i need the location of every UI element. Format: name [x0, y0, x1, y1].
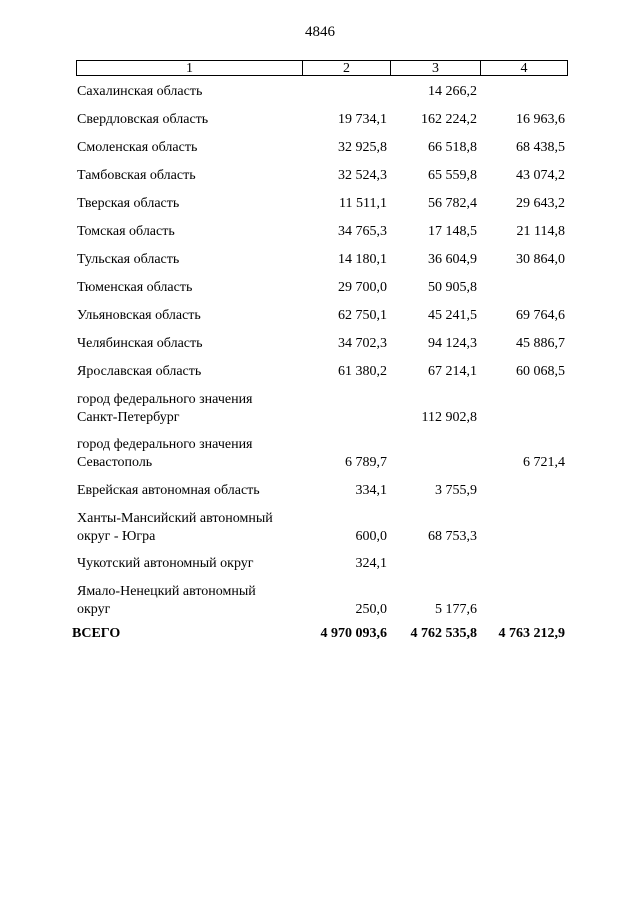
region-name: город федерального значения Санкт-Петербург: [77, 392, 253, 425]
value-col-2: 34 765,3: [338, 224, 387, 239]
value-col-4: 60 068,5: [516, 364, 565, 379]
value-col-3: 66 518,8: [428, 140, 477, 155]
value-col-4: 43 074,2: [516, 168, 565, 183]
column-header-3: 3: [391, 61, 481, 75]
total-col-4: 4 763 212,9: [498, 626, 565, 641]
value-col-3: 36 604,9: [428, 252, 477, 267]
value-col-2: 61 380,2: [338, 364, 387, 379]
value-col-3: 17 148,5: [428, 224, 477, 239]
value-col-2: 14 180,1: [338, 252, 387, 267]
value-col-4: 69 764,6: [516, 308, 565, 323]
column-header-4: 4: [520, 61, 528, 76]
value-col-4: 6 721,4: [523, 455, 565, 470]
value-col-2: 324,1: [355, 556, 387, 571]
value-col-4: 21 114,8: [516, 224, 565, 239]
value-col-3: 5 177,6: [435, 602, 477, 617]
value-col-2: 62 750,1: [338, 308, 387, 323]
region-name: Чукотский автономный округ: [77, 556, 254, 571]
region-name: Еврейская автономная область: [77, 483, 260, 498]
value-col-2: 600,0: [355, 529, 387, 544]
value-col-3: 45 241,5: [428, 308, 477, 323]
value-col-2: 6 789,7: [345, 455, 387, 470]
value-col-2: 32 524,3: [338, 168, 387, 183]
value-col-3: 50 905,8: [428, 280, 477, 295]
value-col-3: 3 755,9: [435, 483, 477, 498]
value-col-3: 67 214,1: [428, 364, 477, 379]
region-name: город федерального значения Севастополь: [77, 437, 253, 470]
region-name: Тверская область: [77, 196, 180, 211]
value-col-3: 112 902,8: [421, 410, 477, 425]
value-col-4: 16 963,6: [516, 112, 565, 127]
value-col-2: 29 700,0: [338, 280, 387, 295]
column-header-1: 1: [77, 61, 303, 75]
value-col-3: 162 224,2: [421, 112, 477, 127]
value-col-3: 94 124,3: [428, 336, 477, 351]
total-label: ВСЕГО: [72, 626, 121, 641]
value-col-4: 29 643,2: [516, 196, 565, 211]
region-name: Томская область: [77, 224, 175, 239]
region-name: Свердловская область: [77, 112, 209, 127]
page-number: 4846: [305, 24, 335, 40]
total-col-2: 4 970 093,6: [320, 626, 387, 641]
value-col-2: 250,0: [355, 602, 387, 617]
region-name: Ярославская область: [77, 364, 202, 379]
value-col-3: 14 266,2: [428, 84, 477, 99]
value-col-3: 65 559,8: [428, 168, 477, 183]
region-name: Ханты-Мансийский автономный округ - Югра: [77, 511, 273, 544]
value-col-2: 32 925,8: [338, 140, 387, 155]
value-col-4: 30 864,0: [516, 252, 565, 267]
region-name: Сахалинская область: [77, 84, 203, 99]
value-col-3: 56 782,4: [428, 196, 477, 211]
region-name: Ульяновская область: [77, 308, 201, 323]
region-name: Смоленская область: [77, 140, 198, 155]
value-col-2: 334,1: [355, 483, 387, 498]
column-header-2: 2: [303, 61, 391, 75]
value-col-4: 45 886,7: [516, 336, 565, 351]
value-col-2: 19 734,1: [338, 112, 387, 127]
region-name: Ямало-Ненецкий автономный округ: [77, 584, 256, 617]
value-col-3: 68 753,3: [428, 529, 477, 544]
value-col-2: 34 702,3: [338, 336, 387, 351]
total-col-3: 4 762 535,8: [410, 626, 477, 641]
value-col-4: 68 438,5: [516, 140, 565, 155]
region-name: Тамбовская область: [77, 168, 196, 183]
value-col-2: 11 511,1: [339, 196, 387, 211]
region-name: Тюменская область: [77, 280, 193, 295]
region-name: Тульская область: [77, 252, 180, 267]
region-name: Челябинская область: [77, 336, 203, 351]
